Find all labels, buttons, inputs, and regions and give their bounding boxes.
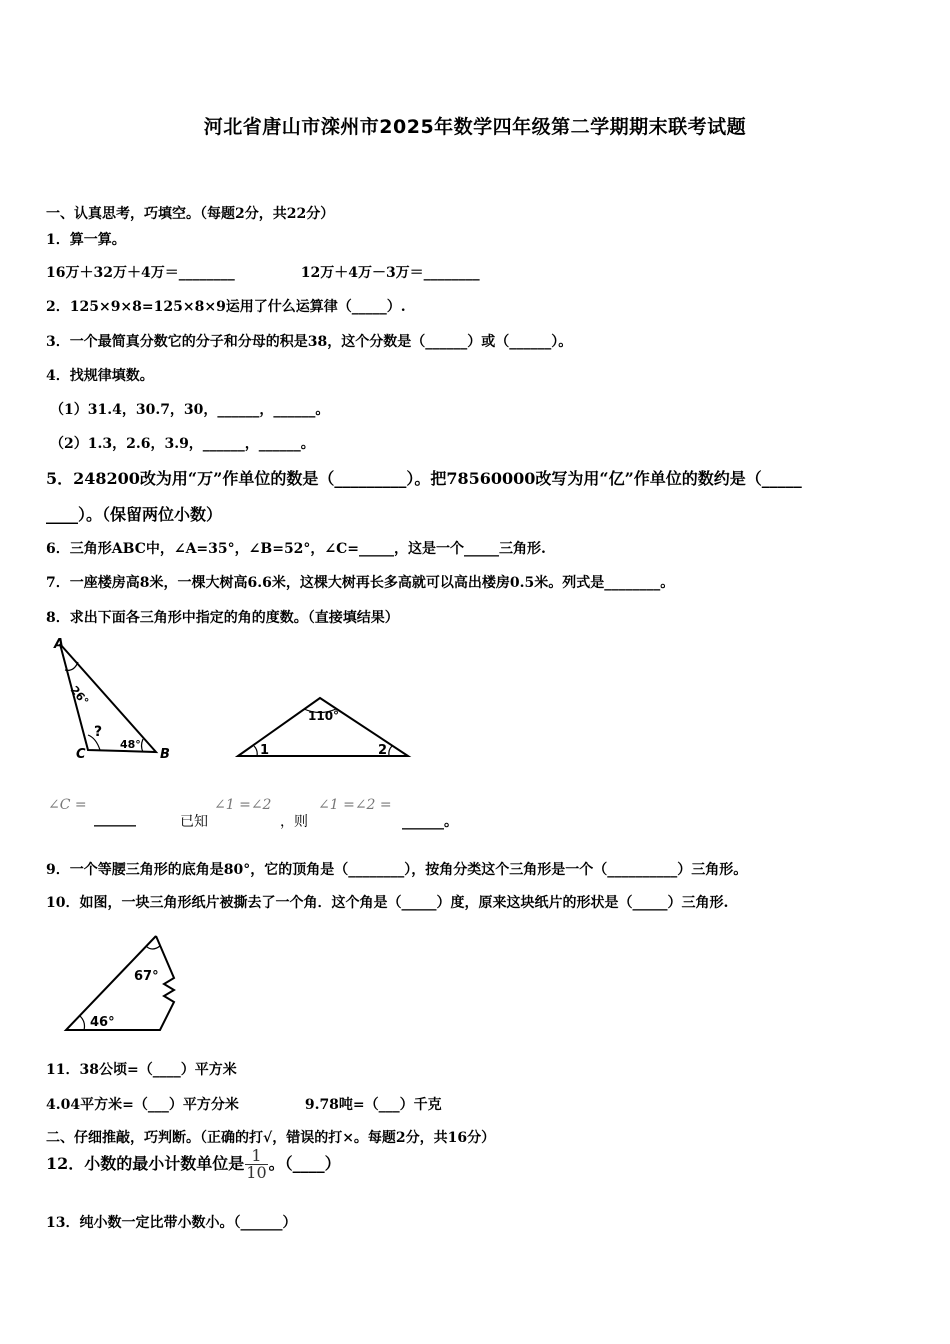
label-a: A <box>54 637 65 652</box>
question-11-item-a: 4.04平方米=（___）平方分米 <box>46 1097 239 1113</box>
question-1-items <box>46 262 480 282</box>
question-5-line-1: 5．248200改为用“万”作单位的数是（_________）。把78560000改写为用“亿”作单位的数约是（_____ <box>46 469 802 488</box>
question-11-items <box>46 1094 442 1114</box>
triangle-110-figure <box>232 690 422 770</box>
question-11-item-b: 9.78吨=（___）千克 <box>304 1097 442 1113</box>
angle-1-label: 1 <box>260 743 270 758</box>
section-2-heading: 二、仔细推敲，巧判断。（正确的打√，错误的打×。每题2分，共16分） <box>46 1130 496 1146</box>
label-b: B <box>160 747 170 762</box>
question-6: 6．三角形ABC中，∠A=35°，∠B=52°，∠C=_____，这是一个_____三角形. <box>46 541 546 557</box>
question-5-line-2: ____）。（保留两位小数） <box>46 505 223 524</box>
angle-2-label: 2 <box>378 743 388 758</box>
torn-triangle-figure <box>60 932 200 1042</box>
question-10: 10．如图，一块三角形纸片被撕去了一个角．这个角是（_____）度，原来这块纸片的形状是（_____）三角形. <box>46 895 729 911</box>
answer-blank-1: ______ <box>94 811 136 827</box>
angle-c-label: ? <box>94 724 103 740</box>
answer-blank-2: ______。 <box>402 814 458 830</box>
question-3: 3．一个最简真分数它的分子和分母的积是38，这个分数是（______）或（______）。 <box>46 334 573 350</box>
question-12-text: 12．小数的最小计数单位是 <box>46 1154 245 1173</box>
question-1-item-b: 12万＋4万－3万＝________ <box>300 265 480 281</box>
angle-top-label: 110° <box>308 709 340 723</box>
angle-c-expression: ∠C = <box>48 797 87 813</box>
question-4: 4．找规律填数。 <box>46 368 154 384</box>
fraction-one-tenth: $\frac{1}{10}$ <box>246 1146 267 1182</box>
angle-46-label: 46° <box>90 1015 115 1030</box>
question-12 <box>46 1148 341 1181</box>
angle-equality-expression: ∠1 =∠2 <box>214 797 272 813</box>
question-4-part-1: （1）31.4，30.7，30，______，______。 <box>50 402 330 418</box>
angle-67-label: 67° <box>134 969 159 984</box>
question-13: 13．纯小数一定比带小数小。（______） <box>46 1215 297 1231</box>
question-4-part-2: （2）1.3，2.6，3.9，______，______。 <box>50 436 315 452</box>
question-12-blank: 。（____） <box>268 1154 341 1173</box>
page-title: 河北省唐山市滦州市2025年数学四年级第二学期期末联考试题 <box>203 116 747 138</box>
label-c: C <box>76 747 86 762</box>
question-8: 8．求出下面各三角形中指定的角的度数。（直接填结果） <box>46 610 399 626</box>
angle-b-label: 48° <box>120 738 141 751</box>
question-2: 2．125×9×8=125×8×9运用了什么运算律（_____）. <box>46 299 406 315</box>
triangle-abc-figure <box>48 638 188 768</box>
question-11: 11．38公顷=（____）平方米 <box>46 1062 237 1078</box>
known-label: 已知 <box>180 814 208 830</box>
angle-a-label: 26° <box>67 683 92 708</box>
question-1-item-a: 16万＋32万＋4万＝________ <box>46 265 235 281</box>
then-label: ，则 <box>280 814 308 830</box>
question-9: 9．一个等腰三角形的底角是80°，它的顶角是（________），按角分类这个三角形是一个（__________）三角形。 <box>46 862 748 878</box>
question-7: 7．一座楼房高8米，一棵大树高6.6米，这棵大树再长多高就可以高出楼房0.5米。列式是________。 <box>46 575 675 591</box>
question-1: 1．算一算。 <box>46 232 126 248</box>
angle-value-expression: ∠1 =∠2 = <box>318 797 392 813</box>
section-1-heading: 一、认真思考，巧填空。（每题2分，共22分） <box>46 206 335 222</box>
